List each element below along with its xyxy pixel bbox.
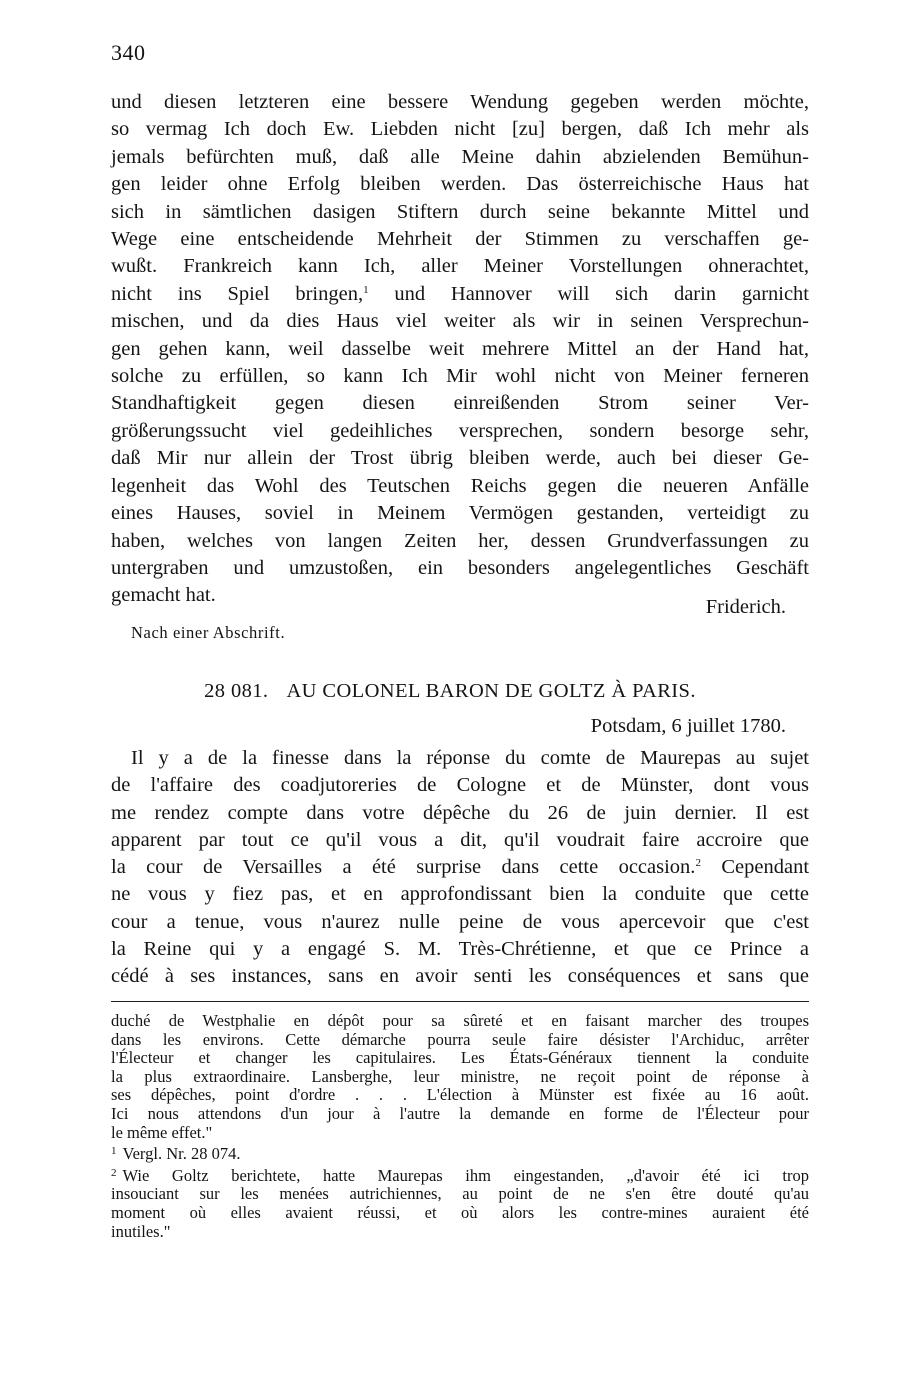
- source-note: Nach einer Abschrift.: [131, 623, 286, 642]
- footnote-line: l'Électeur et changer les capitulaires. Les États-Généraux tiennent la conduite: [111, 1048, 809, 1068]
- letter-title: AU COLONEL BARON DE GOLTZ À PARIS.: [286, 680, 696, 702]
- text-line: gemacht hat.: [111, 584, 216, 607]
- page-number: 340: [111, 40, 146, 65]
- footnote-mark: 2: [111, 1166, 117, 1179]
- footnote-text: Vergl. Nr. 28 074.: [122, 1144, 241, 1164]
- text-line: so vermag Ich doch Ew. Liebden nicht [zu] bergen, daß Ich mehr als: [111, 118, 809, 141]
- text-segment: und Hannover will sich darin garnicht: [394, 282, 810, 305]
- text-line: cédé à ses instances, sans en avoir senti les conséquences et sans que: [111, 965, 809, 988]
- text-line: und diesen letzteren eine bessere Wendung gegeben werden möchte,: [111, 91, 809, 113]
- text-line: Wege eine entscheidende Mehrheit der Stimmen zu verschaffen ge-: [111, 228, 809, 251]
- footnote-line: la plus extraordinaire. Lansberghe, leur ministre, ne reçoit point de réponse à: [111, 1066, 809, 1086]
- footnote-line: dans les environs. Cette démarche pourra seule faire désister l'Archiduc, arrêter: [111, 1029, 809, 1049]
- text-line: gen gehen kann, weil dasselbe weit mehrere Mittel an der Hand hat,: [111, 337, 809, 360]
- footnotes: [111, 1012, 809, 1241]
- text-line: ne vous y fiez pas, et en approfondissant bien la conduite que cette: [111, 883, 809, 906]
- text-segment: la cour de Versailles a été surprise dans cette occasion.: [111, 856, 696, 879]
- text-line: haben, welches von langen Zeiten her, dessen Grundverfassungen zu: [111, 529, 809, 552]
- text-line: la Reine qui y a engagé S. M. Très-Chrétienne, et que ce Prince a: [111, 938, 809, 961]
- footnote-line: duché de Westphalie en dépôt pour sa sûreté et en faisant marcher des troupes: [111, 1011, 809, 1030]
- footnote-ref-2: 2: [695, 857, 701, 870]
- text-line: daß Mir nur allein der Trost übrig bleiben werde, auch bei dieser Ge-: [111, 447, 809, 470]
- french-letter-body: [111, 745, 809, 991]
- footnote-mark: 1: [111, 1145, 117, 1158]
- text-line: me rendez compte dans votre dépêche du 26 de juin dernier. Il est: [111, 801, 809, 824]
- text-line-with-footnote-ref: [111, 854, 809, 881]
- german-letter-body: [111, 89, 809, 610]
- text-line: eines Hauses, soviel in Meinem Vermögen gestanden, verteidigt zu: [111, 502, 809, 525]
- footnote-line: ses dépêches, point d'ordre . . . L'élection à Münster est fixée au 16 août.: [111, 1085, 809, 1105]
- letter-number: 28 081.: [204, 680, 269, 702]
- footnote-divider: [111, 1001, 809, 1002]
- footnote-2: [111, 1164, 809, 1186]
- text-line: sich in sämtlichen dasigen Stiftern durch seine bekannte Mittel und: [111, 200, 809, 223]
- footnote-line: Ici nous attendons d'un jour à l'autre la demande en forme de l'Électeur pour: [111, 1103, 809, 1123]
- text-line: cour a tenue, vous n'aurez nulle peine de vous apercevoir que c'est: [111, 910, 809, 933]
- footnote-line: inutiles.": [111, 1221, 171, 1241]
- text-line: legenheit das Wohl des Teutschen Reichs gegen die neueren Anfälle: [111, 474, 809, 497]
- text-line: Standhaftigkeit gegen diesen einreißenden Strom seiner Ver-: [111, 392, 809, 415]
- text-line-with-footnote-ref: [111, 281, 809, 308]
- letter-heading: [0, 680, 900, 703]
- text-line: wußt. Frankreich kann Ich, aller Meiner Vorstellungen ohnerachtet,: [111, 255, 809, 278]
- signature: Friderich.: [705, 596, 786, 618]
- text-line: untergraben und umzustoßen, ein besonders angelegentliches Geschäft: [111, 556, 809, 579]
- text-line: solche zu erfüllen, so kann Ich Mir wohl nicht von Meiner ferneren: [111, 365, 809, 388]
- text-line: mischen, und da dies Haus viel weiter als wir in seinen Versprechun-: [111, 310, 809, 333]
- text-line: jemals befürchten muß, daß alle Meine dahin abzielenden Bemühun-: [111, 145, 809, 168]
- footnote-line: le même effet.": [111, 1122, 213, 1142]
- footnote-1: [111, 1142, 809, 1164]
- dateline: Potsdam, 6 juillet 1780.: [590, 715, 786, 737]
- footnote-text: Wie Goltz berichtete, hatte Maurepas ihm eingestanden, „d'avoir été ici trop: [122, 1165, 809, 1185]
- text-line: gen leider ohne Erfolg bleiben werden. Das österreichische Haus hat: [111, 173, 809, 196]
- footnote-line: moment où elles avaient réussi, et où alors les contre-mines auraient été: [111, 1202, 809, 1222]
- text-line: apparent par tout ce qu'il vous a dit, qu'il voudrait faire accroire que: [111, 828, 809, 851]
- text-segment: nicht ins Spiel bringen,: [111, 282, 364, 305]
- footnote-ref-1: 1: [363, 283, 369, 296]
- footnote-line: insouciant sur les menées autrichiennes, au point de ne s'en être douté qu'au: [111, 1184, 809, 1204]
- text-segment: Cependant: [721, 856, 810, 879]
- text-line: größerungssucht viel gedeihliches versprechen, sondern besorge sehr,: [111, 419, 809, 442]
- text-line: Il y a de la finesse dans la réponse du comte de Maurepas au sujet: [131, 747, 809, 769]
- text-line: de l'affaire des coadjutoreries de Cologne et de Münster, dont vous: [111, 774, 809, 797]
